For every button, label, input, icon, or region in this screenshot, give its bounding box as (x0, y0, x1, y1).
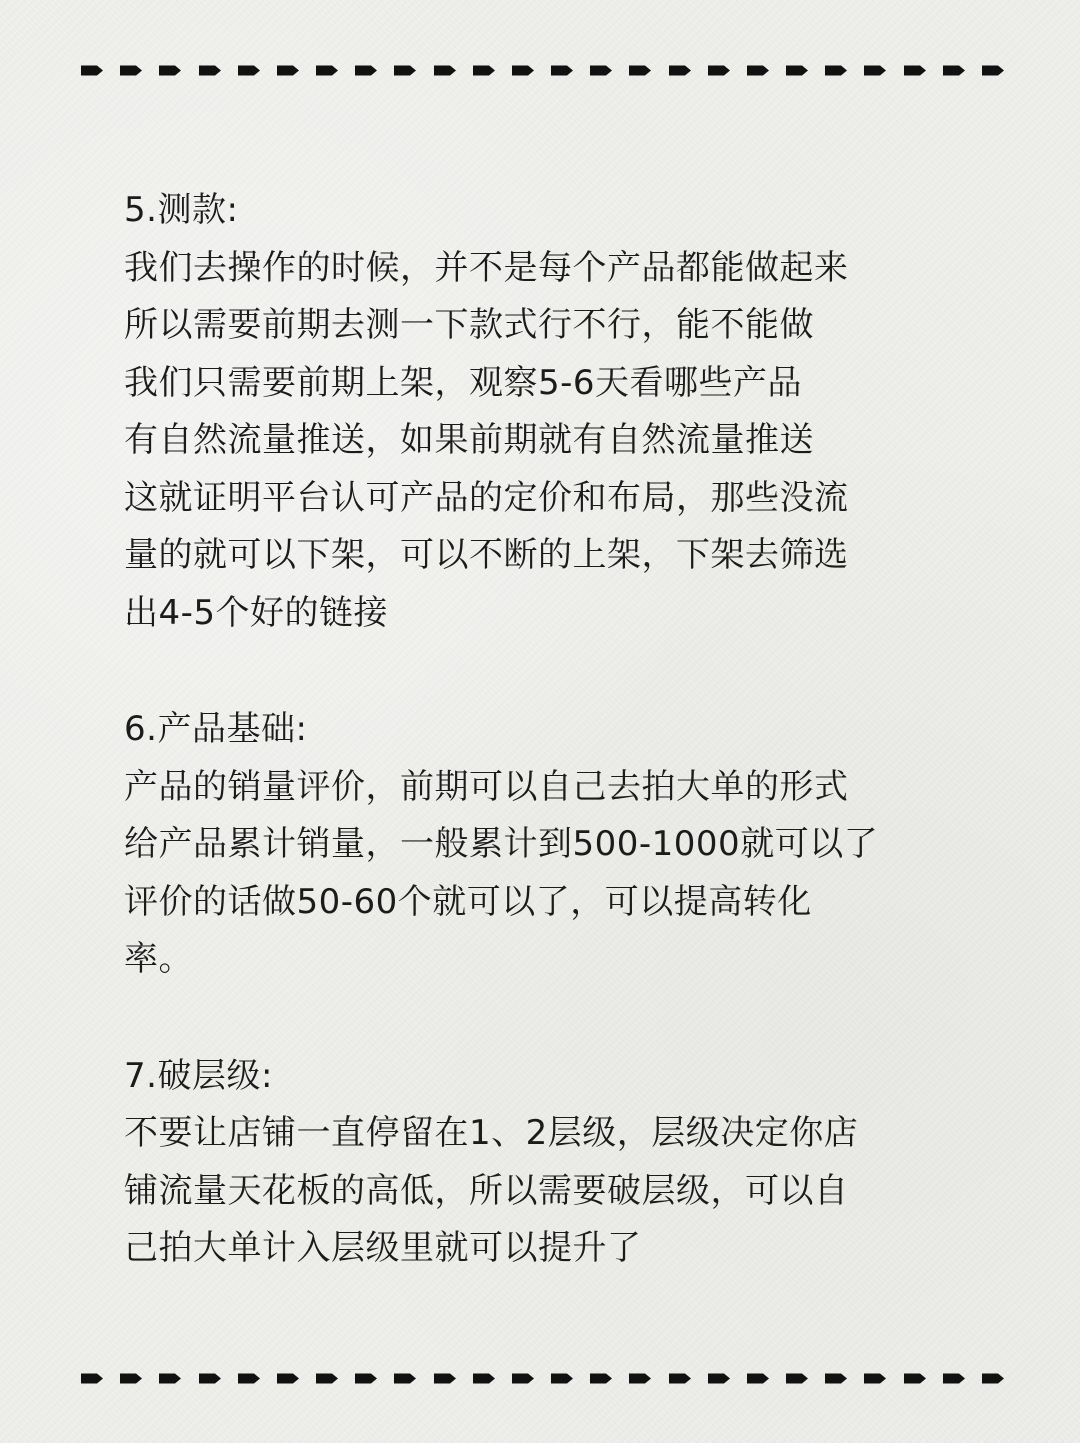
arrow-tag-icon (707, 1372, 731, 1385)
body-line: 己拍大单计入层级里就可以提升了 (124, 1228, 642, 1268)
arrow-tag-icon (589, 64, 613, 77)
arrow-tag-icon (981, 64, 1005, 77)
arrow-tag-icon (550, 1372, 574, 1385)
text-content (124, 182, 954, 1278)
arrow-tag-icon (785, 64, 809, 77)
arrow-tag-icon (903, 1372, 927, 1385)
arrow-tag-icon (472, 64, 496, 77)
arrow-tag-icon (198, 64, 222, 77)
arrow-tag-icon (433, 64, 457, 77)
body-line: 给产品累计销量，一般累计到500-1000就可以了 (124, 824, 879, 864)
arrow-tag-icon (276, 1372, 300, 1385)
arrow-tag-icon (746, 1372, 770, 1385)
body-line: 不要让店铺一直停留在1、2层级，层级决定你店 (124, 1113, 859, 1153)
section-testing (124, 182, 954, 642)
arrow-tag-icon (433, 1372, 457, 1385)
arrow-tag-icon (315, 1372, 339, 1385)
body-line: 量的就可以下架，可以不断的上架，下架去筛选 (124, 535, 849, 575)
arrow-tag-icon (119, 1372, 143, 1385)
arrow-tag-icon (903, 64, 927, 77)
arrow-tag-icon (198, 1372, 222, 1385)
arrow-tag-icon (785, 1372, 809, 1385)
body-line: 我们只需要前期上架，观察5-6天看哪些产品 (124, 362, 803, 403)
arrow-tag-icon (80, 1372, 104, 1385)
arrow-tag-icon (746, 64, 770, 77)
arrow-tag-icon (628, 64, 652, 77)
arrow-tag-icon (863, 64, 887, 77)
arrow-tag-icon (393, 1372, 417, 1385)
arrow-tag-icon (668, 1372, 692, 1385)
arrow-tag-icon (511, 1372, 535, 1385)
section-product-basics (124, 701, 954, 989)
arrow-tag-icon (276, 64, 300, 77)
bottom-arrow-border (80, 1371, 1005, 1385)
arrow-tag-icon (824, 1372, 848, 1385)
body-line: 这就证明平台认可产品的定价和布局，那些没流 (124, 477, 849, 518)
arrow-tag-icon (550, 64, 574, 77)
arrow-tag-icon (354, 64, 378, 77)
arrow-tag-icon (315, 64, 339, 77)
body-line: 评价的话做50-60个就可以了，可以提高转化 (124, 881, 812, 922)
arrow-tag-icon (942, 64, 966, 77)
arrow-tag-icon (942, 1372, 966, 1385)
body-line: 所以需要前期去测一下款式行不行，能不能做 (124, 305, 814, 345)
arrow-tag-icon (511, 64, 535, 77)
arrow-tag-icon (119, 64, 143, 77)
section-heading: 7.破层级: (124, 1055, 273, 1096)
body-line: 有自然流量推送，如果前期就有自然流量推送 (124, 420, 814, 460)
arrow-tag-icon (707, 64, 731, 77)
body-line: 我们去操作的时候，并不是每个产品都能做起来 (124, 247, 849, 288)
body-line: 产品的销量评价，前期可以自己去拍大单的形式 (124, 766, 849, 807)
arrow-tag-icon (981, 1372, 1005, 1385)
arrow-tag-icon (237, 1372, 261, 1385)
arrow-tag-icon (628, 1372, 652, 1385)
arrow-tag-icon (237, 64, 261, 77)
arrow-tag-icon (158, 64, 182, 77)
arrow-tag-icon (80, 64, 104, 77)
body-line: 出4-5个好的链接 (124, 592, 389, 633)
arrow-tag-icon (589, 1372, 613, 1385)
section-heading: 5.测款: (124, 190, 239, 230)
arrow-tag-icon (354, 1372, 378, 1385)
arrow-tag-icon (824, 64, 848, 77)
body-line: 率。 (124, 939, 193, 979)
body-line: 铺流量天花板的高低，所以需要破层级，可以自 (124, 1170, 849, 1211)
arrow-tag-icon (668, 64, 692, 77)
section-heading: 6.产品基础: (124, 709, 308, 749)
arrow-tag-icon (393, 64, 417, 77)
section-break-levels (124, 1048, 954, 1278)
top-arrow-border (80, 63, 1005, 77)
arrow-tag-icon (863, 1372, 887, 1385)
arrow-tag-icon (472, 1372, 496, 1385)
arrow-tag-icon (158, 1372, 182, 1385)
